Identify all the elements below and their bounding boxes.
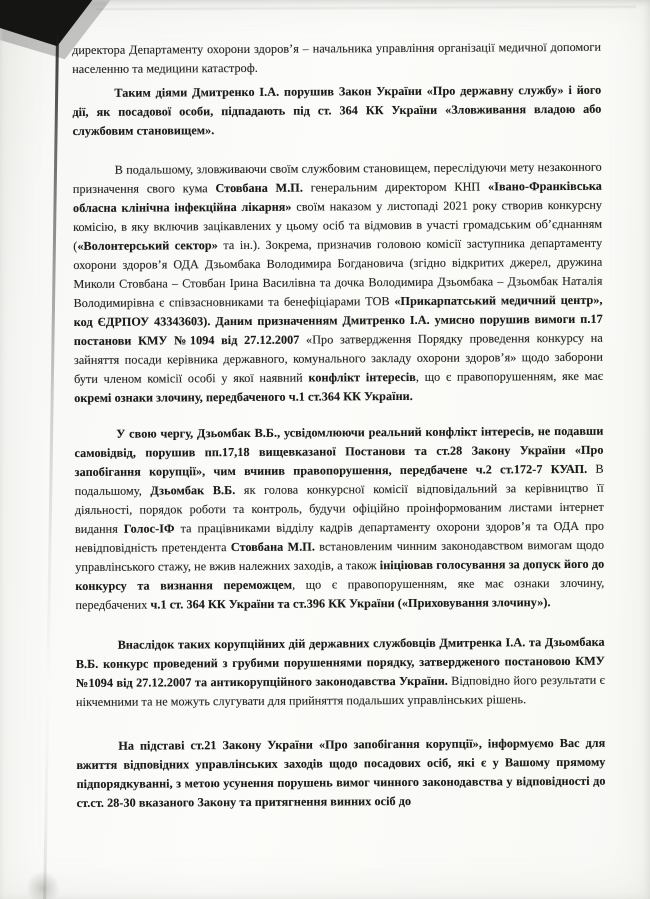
text-run: В подальшому,	[74, 461, 604, 498]
paragraph	[72, 81, 601, 141]
bold-text-run: Стовбана М.П.	[215, 180, 303, 196]
bold-text-run: ініціював голосування за допуск його до конкурсу та визнання переможцем	[75, 556, 605, 593]
paragraph	[76, 734, 605, 813]
text-run: «Про затвердження Порядку проведення конкурсу на зайняття посади керівника державного, комунального закладу охорони здоров’я» щодо заборони бути членом комісії особі у якої наявний	[73, 330, 603, 386]
text-run: встановленим чинним законодавством вимогам щодо управлінського стажу, не вжив належних заходів, а також	[75, 537, 605, 574]
bold-text-run: окремі ознаки злочину, передбаченого ч.1 ст.364 КК України.	[74, 388, 413, 405]
bold-text-run: Дзьомбак В.Б.	[150, 483, 236, 498]
text-run: своїм наказом у листопаді 2021 року створив конкурсну комісію, в яку включив зацікавлених у цьому осіб та відмовив в участі громадським об’єднанням (	[73, 197, 603, 253]
text-run: , що є правопорушенням, яке має	[415, 368, 604, 384]
text-run: директора Департаменту охорони здоров’я – начальника управління організації медичної допомоги населенню та медицини катастроф.	[72, 39, 602, 76]
paragraph	[76, 633, 605, 712]
document-body	[72, 38, 606, 813]
bold-text-run: Таким діями Дмитренко І.А. порушив Закон України «Про державну службу» і його дії, як посадової особи, підпадають під ст. 364 КК України «Зловживання владою або службовим становищем».	[72, 82, 602, 138]
bold-text-run: конфлікт інтересів	[308, 369, 416, 385]
bold-text-run: Голос-ІФ	[123, 521, 175, 536]
text-run: В подальшому, зловживаючи своїм службовим становищем, переслідуючи мету незаконного призначення свого кума	[72, 159, 602, 196]
text-run: та ін.). Зокрема, призначив головою комісії заступника департаменту охорони здоров’я ОДА Дзьомбака Володимира Богдановича (згідно відкритих джерел, дружина Миколи Стовбана – Стовбан Ірина Василівна та дочка Володимира Дзьомбака – Дзьомбак Наталія Володимирівна є співзасновниками та бенефіціарами ТОВ	[73, 235, 603, 310]
bold-text-run: У свою чергу, Дзьомбак В.Б., усвідомлюючи реальний конфлікт інтересів, не подавши самовідвід, порушив пп.17,18 вищевказаної Постанови та ст.28 Закону України «Про запобігання корупції», чим вчинив правопорушення, передбачене ч.2 ст.172-7 КУАП.	[74, 423, 604, 479]
bold-text-run: Стовбана М.П.	[230, 539, 315, 555]
bold-text-run: «Волонтерський сектор»	[77, 238, 218, 253]
bold-text-run: Внаслідок таких корупційних дій державних службовців Дмитренка І.А. та Дзьомбака В.Б. конкурс проведений з грубими порушеннями порядку, затвердженого постановою КМУ №1094 від 27.12.2007 та антикорупційного законодавства України.	[75, 634, 605, 690]
paragraph	[72, 38, 601, 79]
bold-text-run: ч.1 ст. 364 КК України та ст.396 КК України («Приховування злочину»).	[150, 595, 551, 612]
paragraph	[74, 422, 604, 615]
bold-text-run: На підставі ст.21 Закону України «Про запобігання корупції», інформуємо Вас для вжиття відповідних управлінських заходів щодо посадових осіб, які є у Вашому прямому підпорядкуванні, з метою усунення порушень вимог чинного законодавства у відповідності до ст.ст. 28-30 вказаного Закону та притягнення винних осіб до	[76, 735, 606, 810]
text-run: як голова конкурсної комісії відповідальний за керівництво її діяльності, порядок роботи та контроль, будучи офіційно проінформованим листами інтернет видання	[74, 480, 604, 536]
text-run: та працівниками відділу кадрів департаменту охорони здоров’я та ОДА про невідповідність претендента	[75, 518, 605, 555]
text-run: , що є правопорушенням, яке має ознаки злочину, передбачених	[75, 575, 605, 612]
text-run: Відповідно його результати є нікчемними та не можуть слугувати для прийняття подальших управлінських рішень.	[75, 672, 605, 709]
scan-top-streak-artifact	[96, 6, 636, 10]
bold-text-run: «Івано-Франківська обласна клінічна інфекційна лікарня»	[72, 178, 602, 215]
scan-bottom-smudge	[26, 871, 60, 899]
scan-left-edge-line	[43, 36, 59, 899]
paragraph	[73, 158, 603, 408]
bold-text-run: «Прикарпатський медичний центр», код ЄДРПОУ 43343603). Даним призначенням Дмитренко І.А. умисно порушив вимоги п.17 постанови КМУ №1094 від 27.12.2007	[73, 292, 603, 348]
text-run: генеральним директором КНП	[302, 179, 489, 195]
